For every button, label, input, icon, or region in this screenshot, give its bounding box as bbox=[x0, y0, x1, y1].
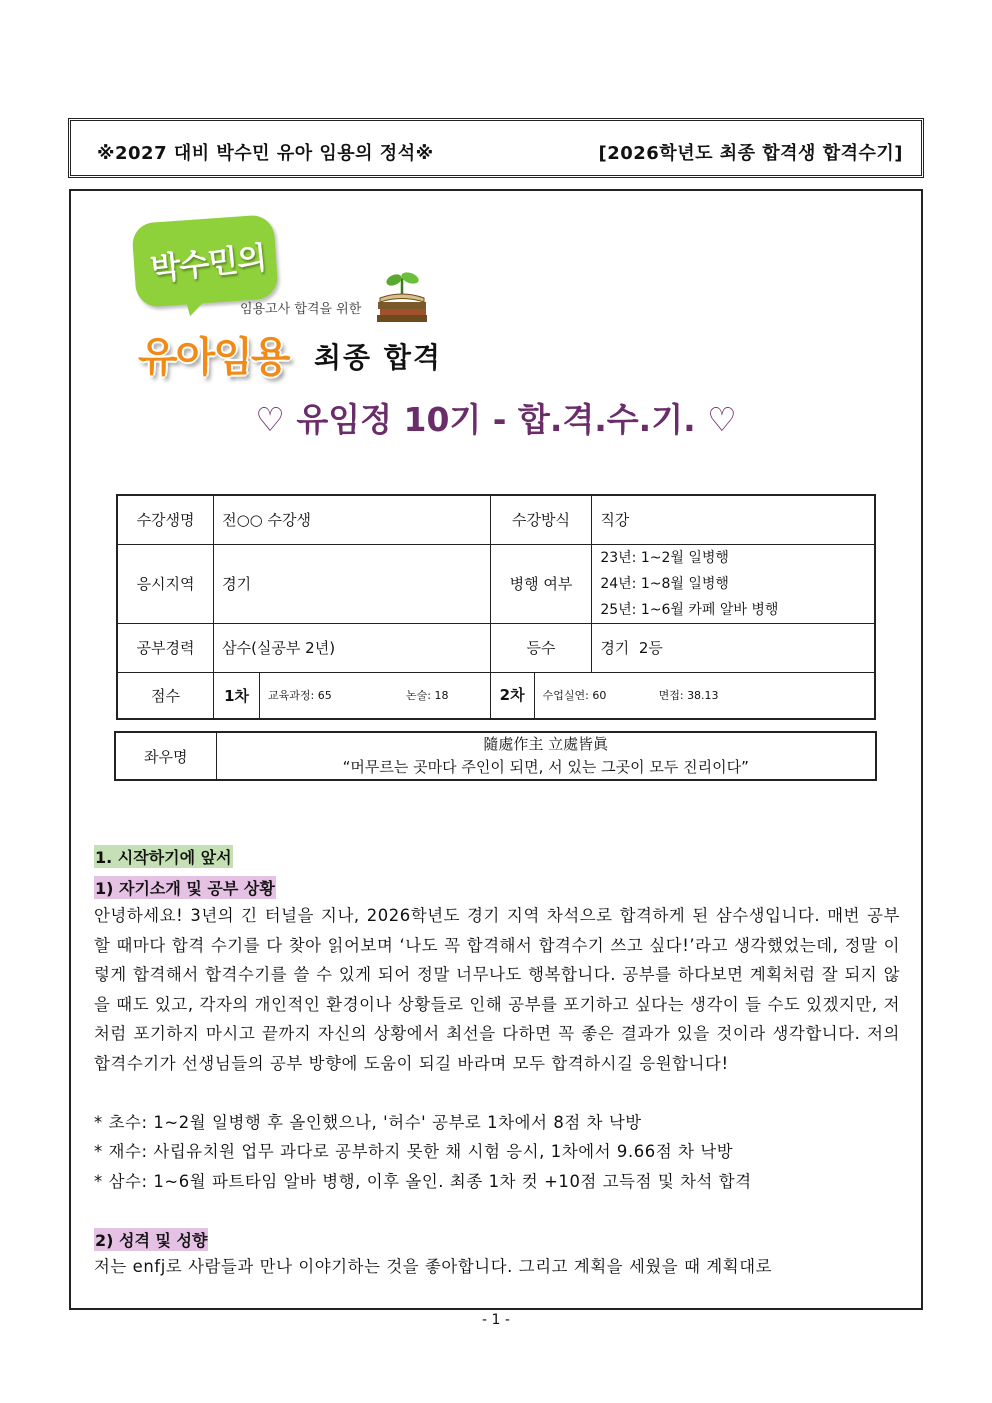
subsection-heading: 1) 자기소개 및 공부 상황 bbox=[94, 876, 276, 899]
career-value: 삼수(실공부 2년) bbox=[214, 623, 491, 672]
personality-paragraph: 저는 enfj로 사람들과 만나 이야기하는 것을 좋아합니다. 그리고 계획을 세웠을 때 계획대로 bbox=[94, 1257, 773, 1276]
essay-score: 논술: 18 bbox=[406, 689, 449, 703]
logo-bubble-text: 박수민의 bbox=[148, 240, 268, 288]
second-round-label: 2차 bbox=[491, 673, 535, 718]
final-pass-title: 최종 합격 bbox=[314, 341, 442, 374]
header-left-title: ※2027 대비 박수민 유아 임용의 정석※ bbox=[97, 143, 434, 164]
second-round-cell bbox=[490, 672, 875, 719]
document-header bbox=[68, 118, 924, 178]
books-sprout-icon bbox=[372, 270, 432, 324]
header-right-title: [2026학년도 최종 합격생 합격수기] bbox=[598, 143, 903, 164]
logo-tagline: 임용고사 합격을 위한 bbox=[240, 302, 362, 317]
motto-label: 좌우명 bbox=[115, 732, 216, 780]
history-item: * 삼수: 1~6월 파트타임 알바 병행, 이후 올인. 최종 1차 컷 +10점 고득점 및 차석 합격 bbox=[94, 1172, 752, 1191]
student-info-table bbox=[116, 494, 876, 720]
logo-brand-text: 유아임용 bbox=[138, 333, 289, 381]
score-label: 점수 bbox=[117, 672, 214, 719]
parallel-line: 25년: 1~6월 카페 알바 병행 bbox=[600, 601, 779, 618]
parallel-value bbox=[592, 544, 875, 623]
motto-korean: “머무르는 곳마다 주인이 되면, 서 있는 그곳이 모두 진리이다” bbox=[342, 758, 749, 776]
rank-value: 경기 2등 bbox=[592, 623, 875, 672]
region-value: 경기 bbox=[214, 544, 491, 623]
parallel-line: 23년: 1~2월 일병행 bbox=[600, 549, 729, 566]
intro-paragraph: 안녕하세요! 3년의 긴 터널을 지나, 2026학년도 경기 지역 차석으로 합격하게 된 삼수생입니다. 매번 공부할 때마다 합격 수기를 다 찾아 읽어보며 ‘나도 꼭 합격해서 합격수기 쓰고 싶다!’라고 생각했었는데, 정말 이렇게 합격해서 합격수기를 쓸 수 있게 되어 정말 너무나도 행복합니다. 공부를 하다보면 계획처럼 잘 되지 않을 때도 있고, 각자의 개인적인 환경이나 상황들로 인해 공부를 포기하고 싶다는 생각이 들 수도 있겠지만, 저처럼 포기하지 마시고 끝까지 자신의 상황에서 최선을 다하면 꼭 좋은 결과가 있을 것이라 생각합니다. 저의 합격수기가 선생님들의 공부 방향에 도움이 되길 바라며 모두 합격하시길 응원합니다! bbox=[94, 906, 900, 1073]
logo-bubble-tail bbox=[178, 287, 214, 319]
first-round-label: 1차 bbox=[214, 672, 260, 719]
rank-label: 등수 bbox=[490, 623, 592, 672]
subsection-heading: 2) 성격 및 성향 bbox=[94, 1228, 208, 1251]
demo-score: 수업실연: 60 bbox=[542, 689, 607, 703]
interview-score: 면접: 38.13 bbox=[658, 689, 719, 703]
first-round-scores bbox=[260, 672, 491, 719]
subtitle: ♡ 유임정 10기 - 합.격.수.기. ♡ bbox=[255, 400, 737, 439]
history-item: * 재수: 사립유치원 업무 과다로 공부하지 못한 채 시험 응시, 1차에서 9.66점 차 낙방 bbox=[94, 1142, 734, 1161]
method-label: 수강방식 bbox=[490, 495, 592, 544]
motto-hanja: 隨處作主 立處皆眞 bbox=[483, 735, 609, 753]
motto-table bbox=[114, 731, 877, 781]
parallel-label: 병행 여부 bbox=[490, 544, 592, 623]
section-heading: 1. 시작하기에 앞서 bbox=[94, 845, 233, 868]
page-number: - 1 - bbox=[482, 1312, 510, 1328]
name-value: 전○○ 수강생 bbox=[214, 495, 491, 544]
motto-value bbox=[216, 732, 876, 780]
curriculum-score: 교육과정: 65 bbox=[268, 689, 332, 703]
career-label: 공부경력 bbox=[117, 623, 214, 672]
name-label: 수강생명 bbox=[117, 495, 214, 544]
history-item: * 초수: 1~2월 일병행 후 올인했으나, '허수' 공부로 1차에서 8점 차 낙방 bbox=[94, 1113, 642, 1132]
region-label: 응시지역 bbox=[117, 544, 214, 623]
method-value: 직강 bbox=[592, 495, 875, 544]
parallel-line: 24년: 1~8월 일병행 bbox=[600, 575, 729, 592]
